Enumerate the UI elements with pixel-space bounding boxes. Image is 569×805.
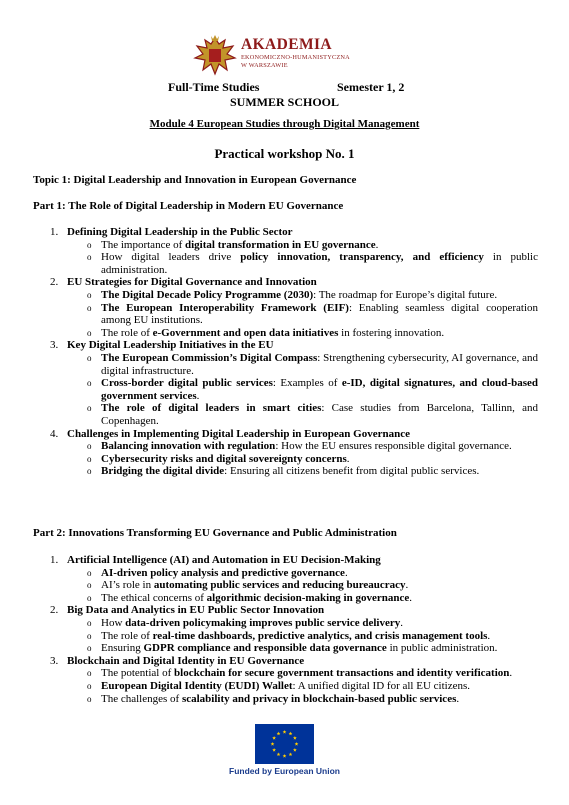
sub-item [33, 465, 538, 478]
item-title: EU Strategies for Digital Governance and Innovation [67, 276, 317, 289]
bullet-icon: o [87, 466, 92, 477]
body-text: : Case studies from Barcelona, Tallinn, and Copenhagen. [101, 402, 538, 427]
emphasis-text: Balancing innovation with regulation [101, 440, 276, 453]
funding-note: Funded by European Union [229, 766, 340, 776]
body-text: . [405, 579, 409, 592]
item-number: 4. [50, 427, 59, 440]
list-item [33, 604, 538, 617]
body-text: in public administration. [101, 251, 538, 276]
bullet-icon: o [87, 403, 92, 414]
sub-item [33, 617, 538, 630]
sub-item [33, 680, 538, 693]
emphasis-text: policy innovation, transparency, and efficiency [240, 251, 484, 264]
body-text: How digital leaders drive [101, 251, 241, 264]
body-text: . [487, 629, 491, 642]
bullet-icon: o [87, 680, 92, 691]
bullet-icon: o [87, 693, 92, 704]
list-item [33, 655, 538, 668]
sub-item [33, 567, 538, 580]
body-text: The importance of [101, 238, 185, 251]
list-item [33, 554, 538, 567]
emphasis-text: The role of digital leaders in smart cities [101, 402, 322, 415]
sub-item [33, 592, 538, 605]
bullet-icon: o [87, 630, 92, 641]
emphasis-text: Cybersecurity risks and digital sovereignty concerns [101, 452, 347, 465]
logo-subtitle-line1: EKONOMICZNO-HUMANISTYCZNA [241, 54, 350, 61]
item-number: 3. [50, 339, 59, 352]
emphasis-text: algorithmic decision-making in governance [206, 591, 410, 604]
bullet-icon: o [87, 643, 92, 654]
bullet-icon: o [87, 378, 92, 389]
item-title: Blockchain and Digital Identity in EU Governance [67, 654, 305, 667]
emphasis-text: e-ID, digital signatures, and cloud-based government services [101, 377, 538, 402]
body-text: AI’s role in [101, 579, 154, 592]
body-text: Ensuring [101, 642, 144, 655]
body-text: How [101, 616, 126, 629]
emphasis-text: The European Commission’s Digital Compass [101, 351, 318, 364]
body-text: . [409, 591, 412, 604]
body-text: in fostering innovation. [338, 326, 445, 339]
body-text: The challenges of [101, 692, 182, 705]
body-text: : The roadmap for Europe’s digital future. [313, 288, 498, 301]
sub-item [33, 251, 538, 276]
list-item [33, 339, 538, 352]
body-text: The role of [101, 629, 153, 642]
emphasis-text: blockchain for secure government transactions and identity verification [174, 667, 510, 680]
emphasis-text: The Digital Decade Policy Programme (2030) [101, 288, 314, 301]
sub-item [33, 327, 538, 340]
part2-heading: Part 2: Innovations Transforming EU Governance and Public Administration [33, 527, 397, 539]
part1-list [33, 226, 538, 478]
sub-item [33, 630, 538, 643]
sub-item [33, 667, 538, 680]
body-text: : How the EU ensures responsible digital governance. [275, 440, 512, 453]
semester: Semester 1, 2 [337, 80, 405, 94]
sub-item [33, 239, 538, 252]
workshop-title: Practical workshop No. 1 [214, 146, 355, 161]
item-title: Key Digital Leadership Initiatives in the EU [67, 339, 274, 352]
item-number: 1. [50, 554, 59, 566]
emphasis-text: real-time dashboards, predictive analytics, and crisis management tools [152, 629, 488, 642]
item-number: 2. [50, 604, 59, 617]
study-mode: Full-Time Studies [168, 80, 260, 94]
bullet-icon: o [87, 327, 92, 338]
emphasis-text: Cross-border digital public services [101, 377, 273, 390]
sub-item [33, 693, 538, 706]
body-text: . [509, 667, 513, 680]
eagle-crest-icon [193, 34, 237, 76]
body-text: The ethical concerns of [101, 591, 207, 604]
emphasis-text: European Digital Identity (EUDI) Wallet [101, 679, 293, 692]
bullet-icon: o [87, 580, 92, 591]
bullet-icon: o [87, 252, 92, 263]
bullet-icon: o [87, 352, 92, 363]
logo-name: AKADEMIA [241, 36, 333, 53]
body-text: in public administration. [386, 642, 498, 655]
bullet-icon: o [87, 668, 92, 679]
sub-item [33, 453, 538, 466]
body-text: : Ensuring all citizens benefit from digital public services. [224, 465, 480, 478]
item-title: Artificial Intelligence (AI) and Automation in EU Decision-Making [67, 554, 381, 566]
sub-item [33, 402, 538, 427]
body-text: . [456, 692, 460, 705]
emphasis-text: AI-driven policy analysis and predictive governance [101, 566, 345, 579]
body-text: : Enabling seamless digital cooperation among EU institutions. [101, 301, 538, 327]
bullet-icon: o [87, 302, 92, 313]
module-title: Module 4 European Studies through Digital Management [149, 118, 420, 130]
body-text: . [375, 238, 379, 251]
sub-item [33, 642, 538, 655]
emphasis-text: digital transformation in EU governance [185, 238, 376, 251]
bullet-icon: o [87, 567, 92, 578]
body-text: : A unified digital ID for all EU citizens. [292, 679, 470, 692]
sub-item [33, 377, 538, 402]
bullet-icon: o [87, 289, 92, 300]
sub-item [33, 352, 538, 377]
body-text: The potential of [101, 667, 175, 680]
eu-flag-icon [255, 724, 314, 764]
list-item [33, 226, 538, 239]
bullet-icon: o [87, 592, 92, 603]
bullet-icon: o [87, 453, 92, 464]
body-text: . [346, 452, 350, 465]
emphasis-text: GDPR compliance and responsible data governance [143, 642, 387, 655]
body-text: : Examples of [272, 377, 342, 390]
sub-item [33, 440, 538, 453]
bullet-icon: o [87, 617, 92, 628]
item-title: Defining Digital Leadership in the Public Sector [67, 226, 293, 238]
topic-heading: Topic 1: Digital Leadership and Innovation in European Governance [33, 174, 357, 186]
emphasis-text: scalability and privacy in blockchain-based public services [181, 692, 457, 705]
sub-item [33, 302, 538, 327]
sub-item [33, 579, 538, 592]
list-item [33, 276, 538, 289]
item-number: 3. [50, 654, 59, 667]
emphasis-text: e-Government and open data initiatives [152, 326, 339, 339]
bullet-icon: o [87, 441, 92, 452]
logo-subtitle-line2: W WARSZAWIE [241, 61, 288, 69]
body-text: . [196, 389, 200, 402]
item-number: 2. [50, 276, 59, 289]
sub-item [33, 289, 538, 302]
item-title: Big Data and Analytics in EU Public Sector Innovation [67, 604, 325, 617]
emphasis-text: automating public services and reducing bureaucracy [153, 579, 406, 592]
bullet-icon: o [87, 239, 92, 250]
university-logo [193, 34, 383, 78]
body-text: The role of [101, 326, 153, 339]
item-title: Challenges in Implementing Digital Leadership in European Governance [67, 427, 410, 440]
emphasis-text: Bridging the digital divide [101, 465, 225, 478]
list-item [33, 428, 538, 441]
part1-heading: Part 1: The Role of Digital Leadership in Modern EU Governance [33, 200, 344, 212]
part2-list [33, 554, 538, 705]
body-text: : Strengthening cybersecurity, AI governance, and digital infrastructure. [101, 351, 538, 377]
item-number: 1. [50, 226, 59, 238]
emphasis-text: data-driven policymaking improves public service delivery [125, 616, 401, 629]
body-text: . [400, 616, 403, 629]
logo-subtitle [241, 54, 350, 69]
summer-school: SUMMER SCHOOL [229, 95, 339, 109]
emphasis-text: The European Interoperability Framework (EIF) [101, 301, 349, 314]
body-text: . [344, 566, 348, 579]
